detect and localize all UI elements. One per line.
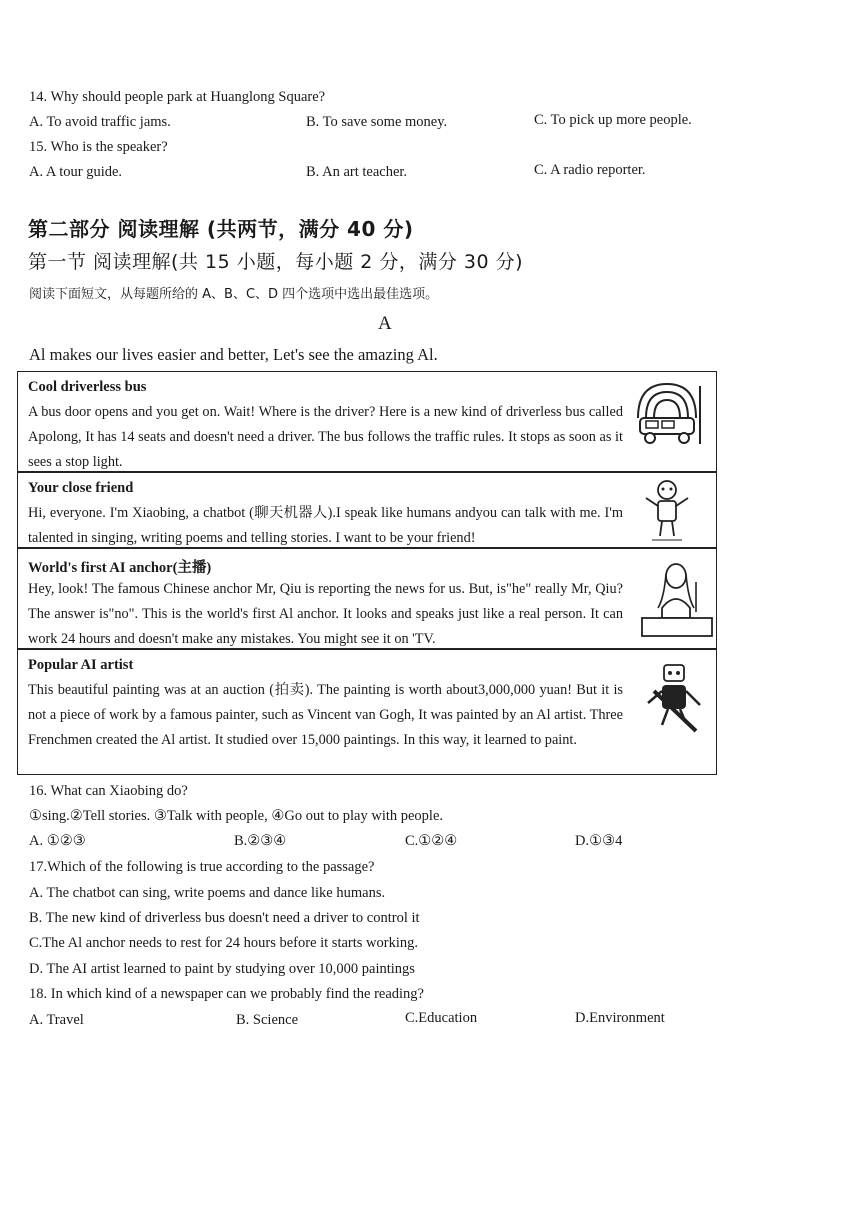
q17-option-b: B. The new kind of driverless bus doesn't need a driver to control it <box>29 910 420 926</box>
q15-option-c: C. A radio reporter. <box>534 162 646 178</box>
card-text: Hi, everyone. I'm Xiaobing, a chatbot (聊天机器人).I speak like humans andyou can talk with me. I'm talented in singing, writing poems and telling stories. I want to be your friend! <box>28 505 623 546</box>
card-title: World's first AI anchor(主播) <box>28 560 212 576</box>
card-ai-anchor <box>17 547 717 650</box>
q15-option-b: B. An art teacher. <box>306 164 408 180</box>
q14-option-c: C. To pick up more people. <box>534 112 692 128</box>
q16-option-c: C.①②④ <box>405 833 458 849</box>
part-title: 第二部分 阅读理解 (共两节，满分 40 分) <box>28 217 414 241</box>
driverless-bus-icon <box>630 378 704 450</box>
instruction: 阅读下面短文，从每题所给的 A、B、C、D 四个选项中选出最佳选项。 <box>29 287 439 302</box>
question-14: 14. Why should people park at Huanglong Square? <box>29 89 326 105</box>
question-16: 16. What can Xiaobing do? <box>29 783 188 799</box>
q16-option-b: B.②③④ <box>234 833 287 849</box>
q18-option-d: D.Environment <box>575 1010 665 1026</box>
painter-robot-icon <box>640 661 710 737</box>
question-17: 17.Which of the following is true according to the passage? <box>29 859 375 875</box>
passage-label: A <box>378 313 392 334</box>
card-text: This beautiful painting was at an auction (拍卖). The painting is worth about3,000,000 yuan! But it is not a piece of work by a famous painter, such as Vincent van Gogh, It was painted by an Al artist. Three Frenchmen created the Al artist. It studied over 15,000 paintings. In this way, it learned to paint. <box>28 682 623 748</box>
card-text: Hey, look! The famous Chinese anchor Mr, Qiu is reporting the news for us. But, is"he" really Mr, Qiu? The answer is"no". This is the world's first Al anchor. It looks and speaks just like a real person. It can work 24 hours and doesn't make any mistakes. You might see it on 'TV. <box>28 581 623 647</box>
q18-option-b: B. Science <box>236 1012 299 1028</box>
q14-option-b: B. To save some money. <box>306 114 448 130</box>
q14-option-a: A. To avoid traffic jams. <box>29 114 171 130</box>
card-text: A bus door opens and you get on. Wait! Where is the driver? Here is a new kind of driverless bus called Apolong, It has 14 seats and doesn't need a driver. The bus follows the traffic rules. It stops as soon as it sees a stop light. <box>28 404 623 470</box>
card-title: Popular AI artist <box>28 657 134 673</box>
question-15: 15. Who is the speaker? <box>29 139 168 155</box>
news-anchor-icon <box>636 558 716 640</box>
card-title: Cool driverless bus <box>28 379 147 395</box>
section-subtitle: 第一节 阅读理解(共 15 小题，每小题 2 分，满分 30 分) <box>28 251 524 273</box>
q16-choices: ①sing.②Tell stories. ③Talk with people, ④Go out to play with people. <box>29 808 444 824</box>
question-18: 18. In which kind of a newspaper can we probably find the reading? <box>29 986 424 1002</box>
q16-option-d: D.①③4 <box>575 833 623 849</box>
q16-option-a: A. ①②③ <box>29 833 86 849</box>
card-close-friend <box>17 471 717 549</box>
passage-intro: Al makes our lives easier and better, Let's see the amazing Al. <box>29 345 438 364</box>
q17-option-d: D. The AI artist learned to paint by studying over 10,000 paintings <box>29 961 415 977</box>
q17-option-a: A. The chatbot can sing, write poems and dance like humans. <box>29 885 386 901</box>
card-title: Your close friend <box>28 480 134 496</box>
q15-option-a: A. A tour guide. <box>29 164 123 180</box>
q17-option-c: C.The Al anchor needs to rest for 24 hours before it starts working. <box>29 935 418 951</box>
card-ai-artist <box>17 648 717 775</box>
chatbot-robot-icon <box>642 478 692 544</box>
q18-option-a: A. Travel <box>29 1012 84 1028</box>
card-driverless-bus <box>17 371 717 473</box>
q18-option-c: C.Education <box>405 1010 478 1026</box>
